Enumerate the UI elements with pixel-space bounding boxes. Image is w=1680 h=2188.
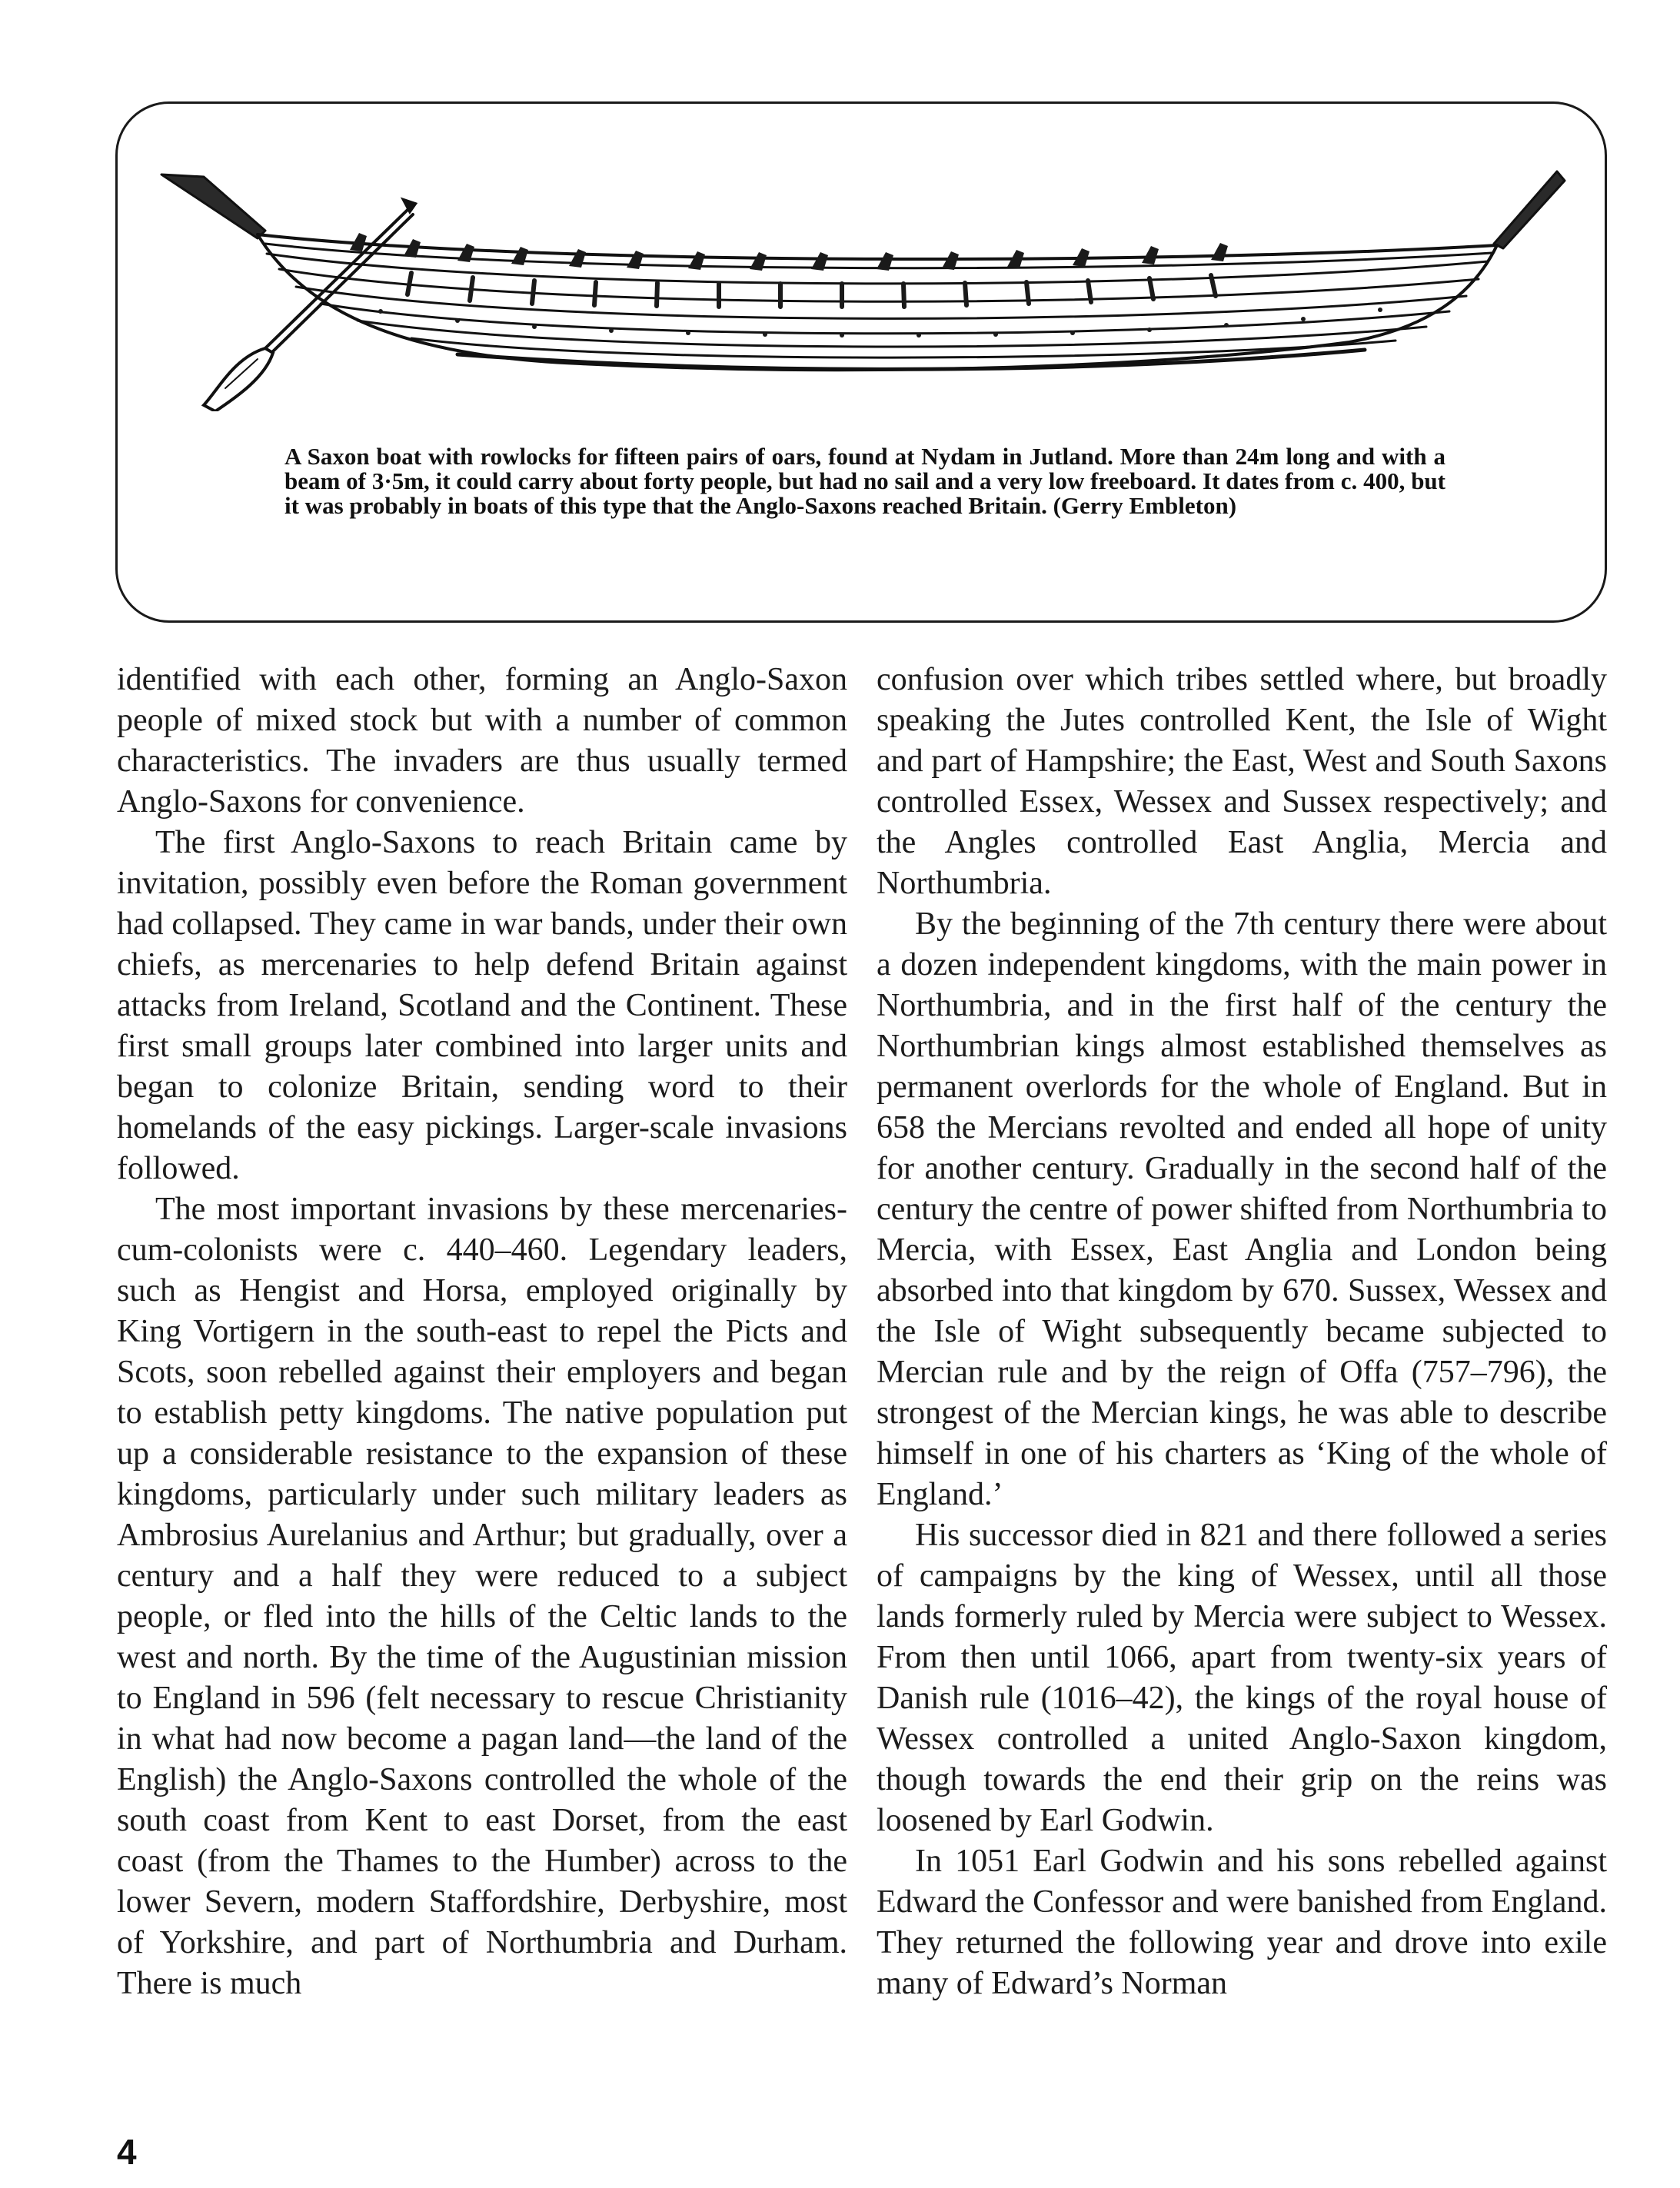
paragraph: His successor died in 821 and there followed a series of campaigns by the king of Wessex, until all those lands formerly ruled by Mercia were subject to Wessex. From then until 1066, apart from twenty-six years of Danish rule (1016–42), the kings of the royal house of Wessex controlled a united Anglo-Saxon kingdom, though towards the end their grip on the reins was loosened by Earl Godwin.	[877, 1518, 1607, 1838]
saxon-boat-illustration	[150, 158, 1580, 411]
paragraph: By the beginning of the 7th century there were about a dozen independent kingdoms, with the main power in Northumbria, and in the first half of the century the Northumbrian kings almost established themselves as permanent overlords for the whole of England. But in 658 the Mercians revolted and ended all hope of unity for another century. Gradually in the second half of the century the centre of power shifted from Northumbria to Mercia, with Essex, East Anglia and London being absorbed into that kingdom by 670. Sussex, Wessex and the Isle of Wight subsequently became subjected to Mercian rule and by the reign of Offa (757–796), the strongest of the Mercian kings, he was able to describe himself in one of his charters as ‘King of the whole of England.’	[877, 906, 1607, 1512]
paragraph: The first Anglo-Saxons to reach Britain came by invitation, possibly even before the Roman government had collapsed. They came in war bands, under their own chiefs, as mercenaries to help defend Britain against attacks from Ireland, Scotland and the Continent. These first small groups later combined into larger units and began to colonize Britain, sending word to their homelands of the easy pickings. Larger-scale invasions followed.	[117, 825, 847, 1186]
figure-caption: A Saxon boat with rowlocks for fifteen pairs of oars, found at Nydam in Jutland. More than 24m long and with a beam of 3·5m, it could carry about forty people, but had no sail and a very low freeboard. It dates from c. 400, but it was probably in boats of this type that the Anglo-Saxons reached Britain. (Gerry Embleton)	[284, 443, 1445, 519]
page-number: 4	[117, 2132, 137, 2172]
paragraph: The most important invasions by these mercenaries-cum-colonists were c. 440–460. Legendary leaders, such as Hengist and Horsa, employed originally by King Vortigern in the south-east to repel the Picts and Scots, soon rebelled against their employers and began to establish petty kingdoms. The native population put up a considerable resistance to the expansion of these kingdoms, particularly under such military leaders as Ambrosius Aurelanius and Arthur; but gradually, over a century and a half they were reduced to a subject people, or fled into the hills of the Celtic lands to the west and north. By the time of the Augustinian mission to England in 596 (felt necessary to rescue Christianity in what had now become a pagan land—the land of the English) the Anglo-Saxons controlled the whole of the south coast from Kent to east Dorset, from the east coast (from the Thames to the Humber) across to the lower Severn, modern Staffordshire, Derbyshire, most of Yorkshire, and part of Northumbria and Durham. There is much	[117, 1192, 847, 2001]
left-column	[117, 660, 847, 2004]
paragraph: identified with each other, forming an Anglo-Saxon people of mixed stock but with a number of common characteristics. The invaders are thus usually termed Anglo-Saxons for convenience.	[117, 662, 847, 820]
paragraph: confusion over which tribes settled where, but broadly speaking the Jutes controlled Kent, the Isle of Wight and part of Hampshire; the East, West and South Saxons controlled Essex, Wessex and Sussex respectively; and the Angles controlled East Anglia, Mercia and Northumbria.	[877, 662, 1607, 901]
right-column	[877, 660, 1607, 2004]
paragraph: In 1051 Earl Godwin and his sons rebelled against Edward the Confessor and were banished from England. They returned the following year and drove into exile many of Edward’s Norman	[877, 1844, 1607, 2001]
